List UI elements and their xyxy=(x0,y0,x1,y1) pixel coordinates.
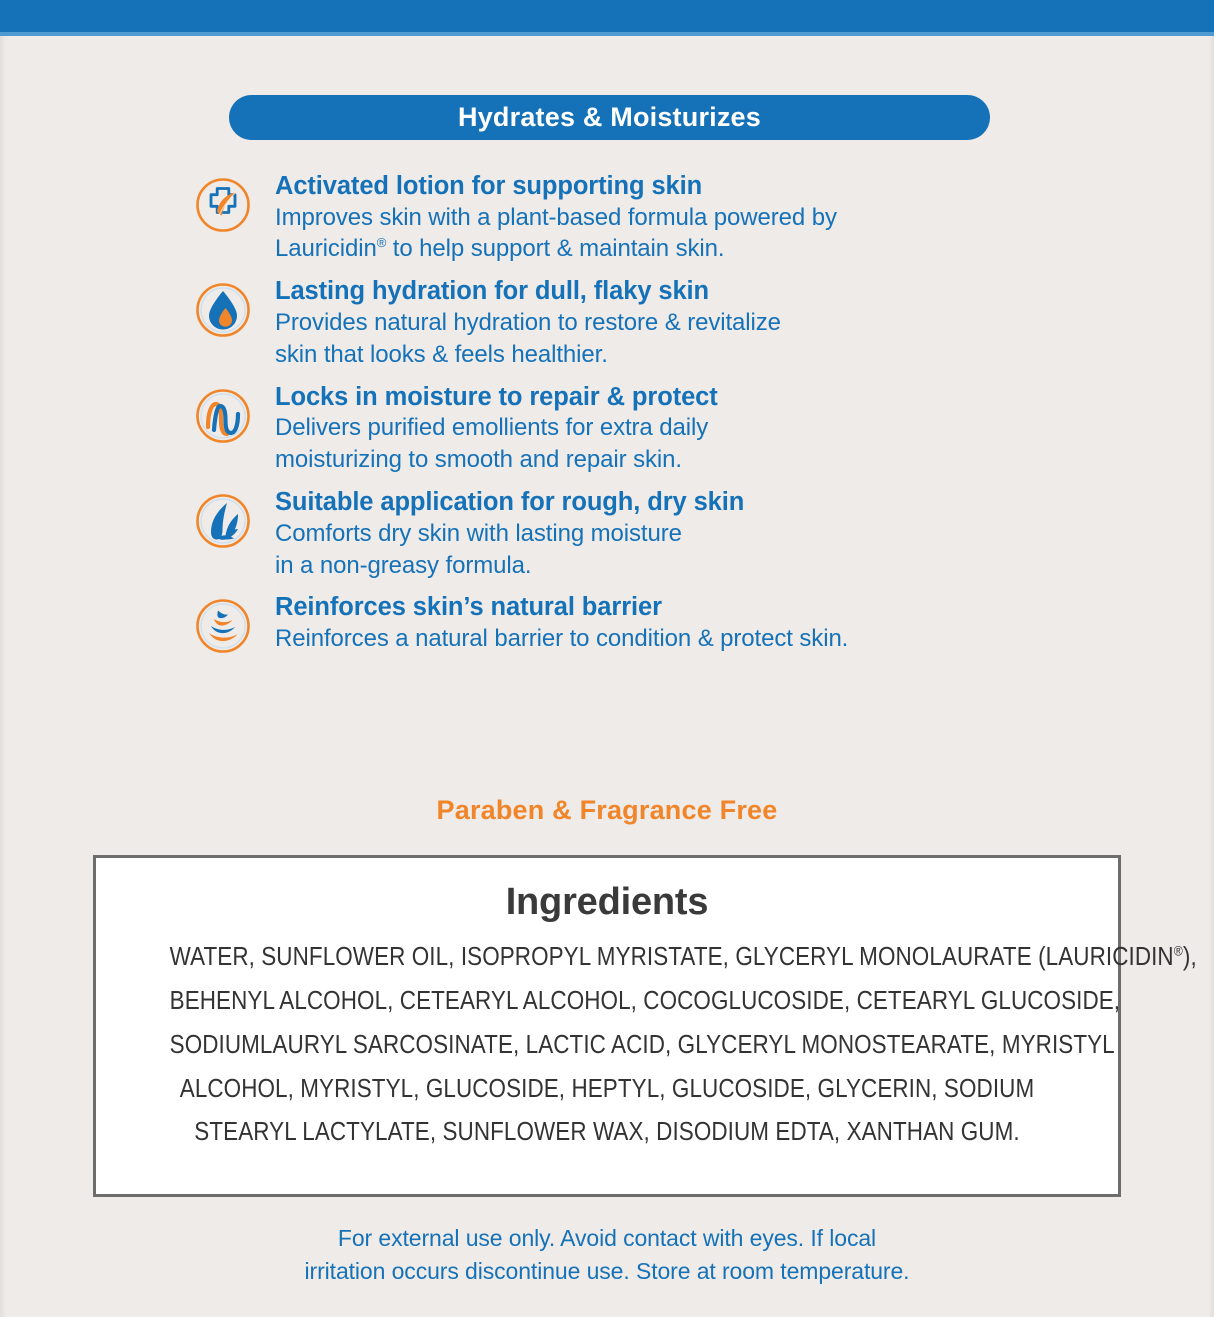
icon-container xyxy=(194,488,258,550)
registered-mark: ® xyxy=(376,235,387,251)
ingredients-line-text: SODIUMLAURYL SARCOSINATE, LACTIC ACID, GLYCERYL MONOSTEARATE, MYRISTYL xyxy=(169,1030,1115,1059)
feature-item xyxy=(194,488,1134,581)
ingredients-line-text: WATER, SUNFLOWER OIL, ISOPROPYL MYRISTATE, GLYCERYL MONOLAURATE (LAURICIDIN xyxy=(169,943,1174,971)
cross-leaf-icon xyxy=(194,176,252,234)
feature-desc-line2: moisturizing to smooth and repair skin. xyxy=(275,446,682,474)
usage-warning-line2: irritation occurs discontinue use. Store at room temperature. xyxy=(304,1257,910,1284)
feature-item xyxy=(194,277,1134,370)
ingredients-line xyxy=(170,1111,1045,1155)
banner-label: Hydrates & Moisturizes xyxy=(458,102,761,132)
feature-description xyxy=(275,518,1134,582)
moisture-wave-icon xyxy=(194,387,252,445)
feature-desc-line1: Reinforces a natural barrier to condition & protect skin. xyxy=(275,624,849,652)
feature-body xyxy=(258,593,1134,654)
feature-description xyxy=(275,412,1134,476)
feature-desc-line2: in a non-greasy formula. xyxy=(275,551,532,579)
ingredients-line-text: ALCOHOL, MYRISTYL, GLUCOSIDE, HEPTYL, GLUCOSIDE, GLYCERIN, SODIUM xyxy=(179,1074,1035,1103)
top-blue-strip xyxy=(0,0,1214,32)
ingredients-line xyxy=(169,980,1121,1024)
feature-desc-line1: Delivers purified emollients for extra daily xyxy=(275,414,709,442)
feature-desc-line2-pre: Lauricidin xyxy=(275,235,377,263)
ingredients-line xyxy=(169,1024,1115,1068)
feature-title: Locks in moisture to repair & protect xyxy=(275,382,718,411)
ingredients-line-suffix: ), xyxy=(1182,943,1197,971)
right-edge-shadow xyxy=(1208,36,1214,1317)
icon-container xyxy=(194,277,258,339)
ingredients-list xyxy=(96,936,1197,1155)
feature-item xyxy=(194,172,1134,265)
feature-body xyxy=(258,172,1134,265)
leaf-frond-icon xyxy=(194,492,252,550)
usage-warning-line1: For external use only. Avoid contact with eyes. If local xyxy=(337,1225,877,1251)
feature-title: Suitable application for rough, dry skin xyxy=(275,488,745,517)
feature-desc-line1: Comforts dry skin with lasting moisture xyxy=(275,519,682,547)
feature-desc-line2-post: to help support & maintain skin. xyxy=(386,235,725,263)
layered-barrier-icon xyxy=(194,597,252,655)
feature-title: Lasting hydration for dull, flaky skin xyxy=(275,277,710,306)
water-droplet-icon xyxy=(194,281,252,339)
ingredients-line xyxy=(170,1068,1045,1112)
feature-list xyxy=(194,172,1134,655)
feature-title: Activated lotion for supporting skin xyxy=(275,172,703,200)
feature-body xyxy=(258,488,1134,581)
paraben-free-label: Paraben & Fragrance Free xyxy=(436,795,778,825)
paraben-free-note xyxy=(0,795,1214,826)
feature-desc-line1: Provides natural hydration to restore & revitalize xyxy=(275,308,781,336)
feature-title: Reinforces skin’s natural barrier xyxy=(275,593,662,622)
feature-desc-line1: Improves skin with a plant-based formula powered by xyxy=(275,203,837,231)
left-edge-shadow xyxy=(0,36,6,1317)
feature-description xyxy=(275,202,1134,266)
top-blue-strip-shade xyxy=(0,32,1214,36)
ingredients-line xyxy=(169,936,1197,980)
ingredients-heading: Ingredients xyxy=(505,881,709,923)
icon-container xyxy=(194,383,258,445)
feature-item xyxy=(194,383,1134,476)
feature-description xyxy=(275,623,1134,655)
ingredients-line-text: BEHENYL ALCOHOL, CETEARYL ALCOHOL, COCOGLUCOSIDE, CETEARYL GLUCOSIDE, xyxy=(169,986,1121,1015)
feature-body xyxy=(258,383,1134,476)
section-banner xyxy=(229,95,990,140)
feature-description xyxy=(275,307,1134,371)
icon-container xyxy=(194,593,258,655)
registered-mark: ® xyxy=(1173,942,1183,959)
feature-body xyxy=(258,277,1134,370)
icon-container xyxy=(194,172,258,234)
feature-item xyxy=(194,593,1134,655)
ingredients-line-text: STEARYL LACTYLATE, SUNFLOWER WAX, DISODIUM EDTA, XANTHAN GUM. xyxy=(194,1118,1020,1147)
feature-desc-line2: skin that looks & feels healthier. xyxy=(275,340,608,368)
usage-warning xyxy=(0,1222,1214,1287)
ingredients-panel xyxy=(93,855,1197,1197)
